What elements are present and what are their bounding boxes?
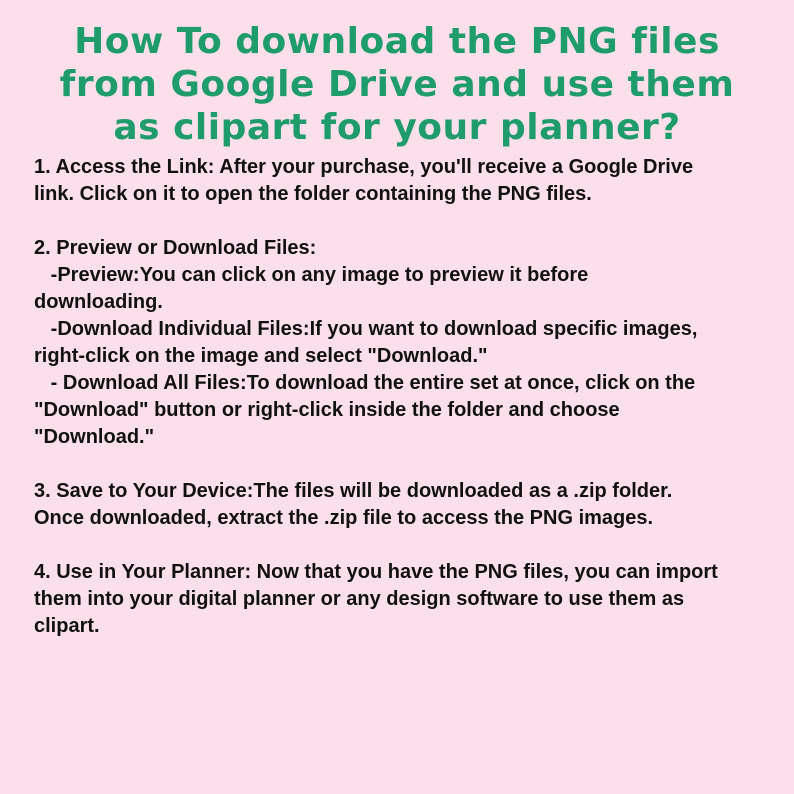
step-2-heading: 2. Preview or Download Files: [34, 237, 317, 259]
step-1-line-2: link. Click on it to open the folder containing the PNG files. [34, 183, 592, 205]
step-2-line-6: "Download" button or right-click inside the folder and choose [34, 399, 620, 421]
step-2-line-7: "Download." [34, 426, 155, 448]
title-line-1: How To download the PNG files [74, 21, 720, 62]
step-2-line-4: right-click on the image and select "Download." [34, 345, 488, 367]
step-3 [34, 478, 774, 532]
instructions-body [34, 154, 774, 640]
page-title [0, 20, 794, 149]
step-4 [34, 559, 774, 640]
step-2-line-3: -Download Individual Files:If you want to download specific images, [34, 318, 698, 340]
step-4-line-2: them into your digital planner or any design software to use them as [34, 588, 685, 610]
title-line-3: as clipart for your planner? [113, 107, 681, 148]
spacer [34, 532, 774, 559]
step-1 [34, 154, 774, 208]
step-1-line-1: 1. Access the Link: After your purchase, you'll receive a Google Drive [34, 156, 694, 178]
title-line-2: from Google Drive and use them [59, 64, 735, 105]
step-2-line-2: downloading. [34, 291, 163, 313]
step-4-line-1: 4. Use in Your Planner: Now that you have the PNG files, you can import [34, 561, 718, 583]
spacer [34, 451, 774, 478]
step-2-line-5: - Download All Files:To download the entire set at once, click on the [34, 372, 696, 394]
step-3-line-1: 3. Save to Your Device:The files will be downloaded as a .zip folder. [34, 480, 673, 502]
step-2-line-1: -Preview:You can click on any image to preview it before [34, 264, 589, 286]
step-4-line-3: clipart. [34, 615, 100, 637]
spacer [34, 208, 774, 235]
step-3-line-2: Once downloaded, extract the .zip file to access the PNG images. [34, 507, 654, 529]
step-2 [34, 235, 774, 451]
